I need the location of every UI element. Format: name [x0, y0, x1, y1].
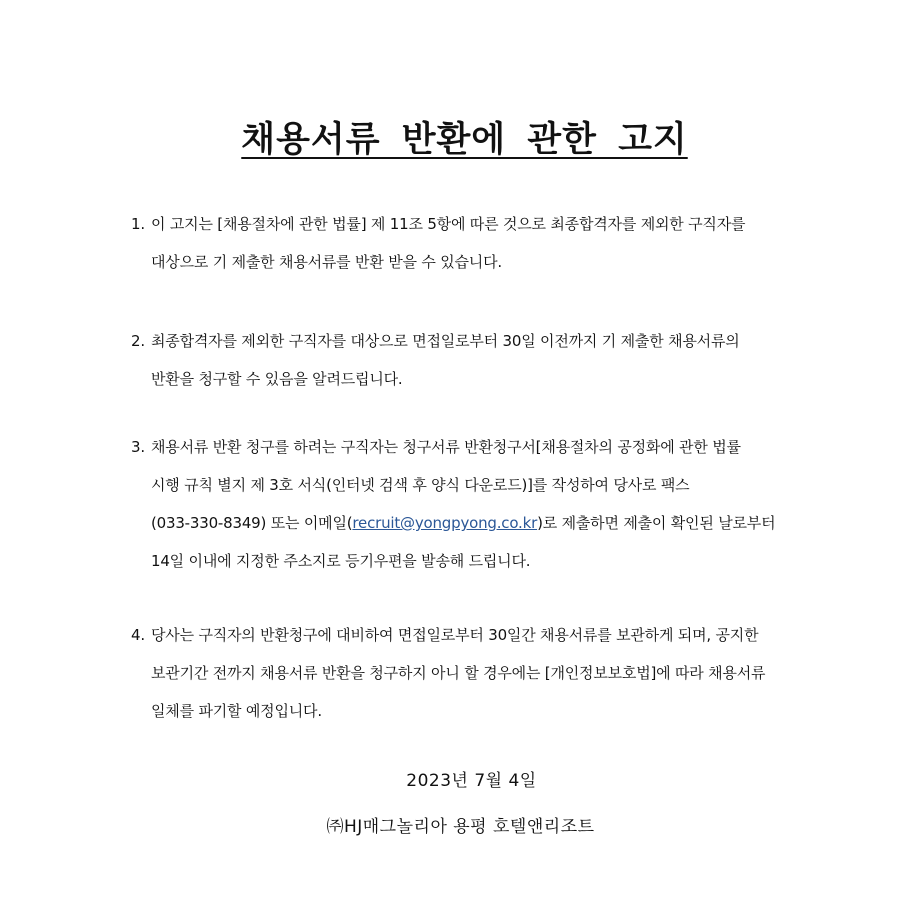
- item-4-text-2: 보관기간 전까지 채용서류 반환을 청구하지 아니 할 경우에는 [개인정보보호법]에 따라 채용서류: [151, 664, 766, 682]
- item-1-text-2: 대상으로 기 제출한 채용서류를 반환 받을 수 있습니다.: [151, 253, 502, 271]
- company-name: ㈜HJ매그놀리아 용평 호텔앤리조트: [326, 817, 595, 837]
- notice-item-4: [131, 616, 811, 730]
- notice-item-2: [131, 322, 811, 398]
- item-3-number: 3.: [131, 438, 145, 456]
- item-3-text-1: 채용서류 반환 청구를 하려는 구직자는 청구서류 반환청구서[채용절차의 공정화에 관한 법률: [151, 438, 741, 456]
- item-4-number: 4.: [131, 626, 145, 644]
- item-1-line-1: [131, 205, 811, 243]
- item-1-number: 1.: [131, 215, 145, 233]
- item-3-text-4: 14일 이내에 지정한 주소지로 등기우편을 발송해 드립니다.: [151, 552, 531, 570]
- item-2-text-2: 반환을 청구할 수 있음을 알려드립니다.: [151, 370, 403, 388]
- item-3-email-suffix: )로 제출하면 제출이 확인된 날로부터: [537, 514, 776, 532]
- item-2-text-1: 최종합격자를 제외한 구직자를 대상으로 면접일로부터 30일 이전까지 기 제출한 채용서류의: [151, 332, 740, 350]
- item-4-text-1: 당사는 구직자의 반환청구에 대비하여 면접일로부터 30일간 채용서류를 보관하게 되며, 공지한: [151, 626, 759, 644]
- notice-item-1: [131, 205, 811, 281]
- notice-title: 채용서류 반환에 관한 고지: [241, 120, 688, 160]
- item-4-text-3: 일체를 파기할 예정입니다.: [151, 702, 322, 720]
- item-4-line-1: [131, 616, 811, 654]
- item-1-text-1: 이 고지는 [채용절차에 관한 법률] 제 11조 5항에 따른 것으로 최종합격자를 제외한 구직자를: [151, 215, 746, 233]
- notice-item-3: [131, 428, 811, 580]
- notice-date: 2023년 7월 4일: [406, 771, 537, 791]
- item-3-email-line: [131, 504, 811, 542]
- item-3-line-1: [131, 428, 811, 466]
- email-link[interactable]: recruit@yongpyong.co.kr: [352, 514, 538, 532]
- item-3-text-2: 시행 규칙 별지 제 3호 서식(인터넷 검색 후 양식 다운로드)]를 작성하여 당사로 팩스: [151, 476, 690, 494]
- item-3-email-prefix: (033-330-8349) 또는 이메일(: [151, 514, 353, 532]
- item-2-number: 2.: [131, 332, 145, 350]
- item-2-line-1: [131, 322, 811, 360]
